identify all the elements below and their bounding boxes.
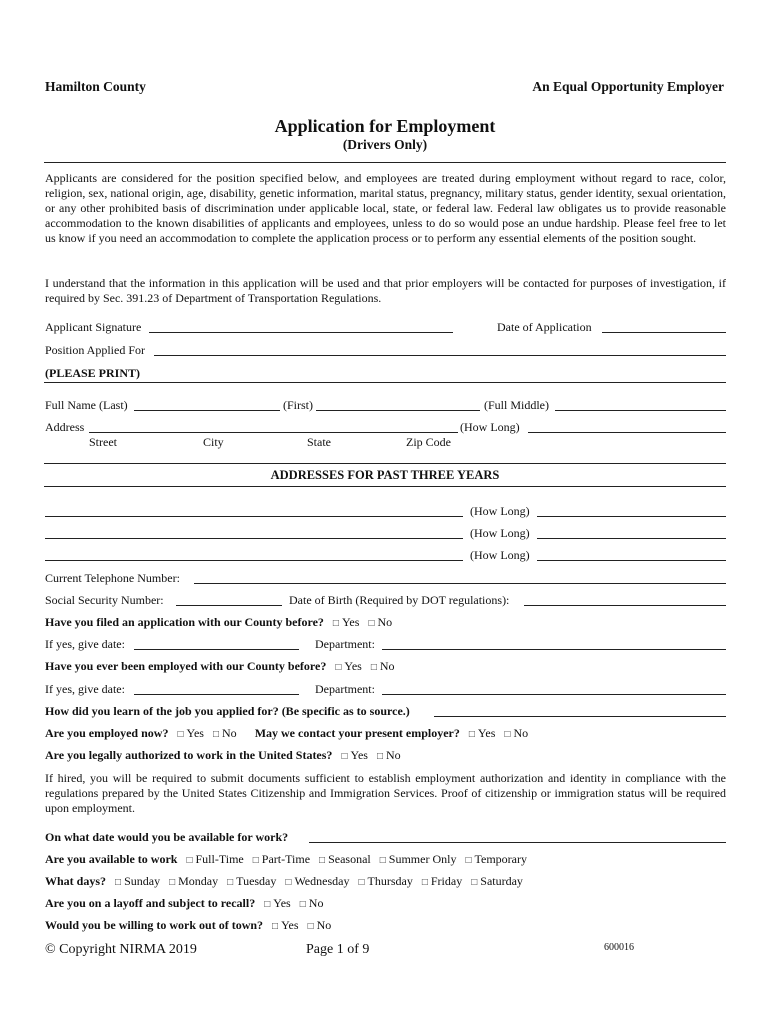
checkbox-icon[interactable]: □ [272,921,279,932]
day-thursday[interactable]: □ Thursday [358,874,413,888]
employed-before-question [45,659,395,674]
employed-now-label: Are you employed now? [45,726,169,740]
checkbox-icon[interactable]: □ [115,877,122,888]
dot-paragraph: I understand that the information in this application will be used and that prior employers will be contacted for purposes of investigation, if required by Sec. 391.23 of Department of Transportation Regulations. [45,276,726,305]
checkbox-icon[interactable]: □ [285,877,292,888]
filed-before-no: No [377,615,393,629]
day-monday[interactable]: □ Monday [169,874,219,888]
checkbox-icon[interactable]: □ [341,751,348,762]
filed-department-label: Department: [315,637,375,651]
option-summer-only[interactable]: □ Summer Only [379,852,457,866]
past-address-1-field[interactable] [45,516,463,517]
layoff-label: Are you on a layoff and subject to recall? [45,896,256,910]
checkbox-icon[interactable]: □ [368,618,375,629]
middle-name-label: (Full Middle) [484,398,549,412]
authorized-yes: Yes [350,748,368,762]
ssn-field[interactable] [176,605,282,606]
applicant-signature-field[interactable] [149,332,453,333]
checkbox-icon[interactable]: □ [421,877,428,888]
option-full-time[interactable]: □ Full-Time [186,852,244,866]
checkbox-icon[interactable]: □ [169,877,176,888]
ssn-label: Social Security Number: [45,593,164,607]
dob-label: Date of Birth (Required by DOT regulations): [289,593,510,607]
day-tuesday[interactable]: □ Tuesday [227,874,277,888]
employed-department-field[interactable] [382,694,726,695]
contact-employer-label: May we contact your present employer? [254,726,460,740]
position-applied-field[interactable] [154,355,726,356]
address-label: Address [45,420,85,434]
immigration-paragraph: If hired, you will be required to submit documents sufficient to establish employment authorization and identity in compliance with the regulations prepared by the United States Citizenship and Immigration Services. Proof of citizenship or immigration status will be required upon employment. [45,771,726,815]
learn-of-job-label: How did you learn of the job you applied for? (Be specific as to source.) [45,704,410,718]
header-divider [44,162,726,163]
authorized-label: Are you legally authorized to work in the United States? [45,748,333,762]
checkbox-icon[interactable]: □ [307,921,314,932]
past-addresses-heading: ADDRESSES FOR PAST THREE YEARS [270,468,500,482]
dob-field[interactable] [524,605,726,606]
checkbox-icon[interactable]: □ [332,618,339,629]
employed-before-no: No [379,659,395,673]
filed-date-field[interactable] [134,649,299,650]
employed-now-question [45,726,528,741]
days-label: What days? [45,874,107,888]
option-part-time[interactable]: □ Part-Time [252,852,311,866]
authorized-question [45,748,401,763]
past-address-2-field[interactable] [45,538,463,539]
first-name-label: (First) [283,398,313,412]
page-number: Page 1 of 9 [306,942,370,957]
contact-employer-no: No [513,726,529,740]
out-of-town-yes: Yes [281,918,299,932]
checkbox-icon[interactable]: □ [177,729,184,740]
telephone-field[interactable] [194,583,726,584]
city-label: City [203,435,224,449]
state-label: State [307,435,331,449]
employed-department-label: Department: [315,682,375,696]
out-of-town-no: No [316,918,332,932]
checkbox-icon[interactable]: □ [299,899,306,910]
past-address-1-how-long-field[interactable] [537,516,726,517]
copyright: © Copyright NIRMA 2019 [45,942,197,957]
option-seasonal[interactable]: □ Seasonal [319,852,371,866]
checkbox-icon[interactable]: □ [358,877,365,888]
employed-now-no: No [222,726,237,740]
past-address-3-field[interactable] [45,560,463,561]
checkbox-icon[interactable]: □ [370,662,377,673]
day-friday[interactable]: □ Friday [421,874,463,888]
street-label: Street [89,435,117,449]
employed-date-field[interactable] [134,694,299,695]
learn-of-job-field[interactable] [434,716,726,717]
past-address-2-how-long-field[interactable] [537,538,726,539]
out-of-town-label: Would you be willing to work out of town? [45,918,264,932]
employed-before-yes: Yes [344,659,362,673]
past-address-3-how-long-field[interactable] [537,560,726,561]
filed-date-label: If yes, give date: [45,637,125,651]
checkbox-icon[interactable]: □ [252,855,259,866]
address-how-long-field[interactable] [528,432,726,433]
address-how-long-label: (How Long) [460,420,520,434]
checkbox-icon[interactable]: □ [227,877,234,888]
middle-name-field[interactable] [555,410,726,411]
employed-now-yes: Yes [186,726,204,740]
layoff-yes: Yes [273,896,291,910]
day-sunday[interactable]: □ Sunday [115,874,161,888]
available-date-label: On what date would you be available for work? [45,830,289,844]
county-name: Hamilton County [45,79,146,94]
past-address-2-how-long-label: (How Long) [470,526,530,540]
checkbox-icon[interactable]: □ [468,729,475,740]
availability-question [45,852,527,867]
last-name-label: Full Name (Last) [45,398,128,412]
past-address-1-how-long-label: (How Long) [470,504,530,518]
out-of-town-question [45,918,331,933]
print-divider [44,382,726,383]
position-applied-label: Position Applied For [45,343,146,357]
addresses-top-divider [44,463,726,464]
employer-statement: An Equal Opportunity Employer [532,79,724,94]
layoff-question [45,896,323,911]
employed-date-label: If yes, give date: [45,682,125,696]
addresses-bottom-divider [44,486,726,487]
past-address-3-how-long-label: (How Long) [470,548,530,562]
filed-department-field[interactable] [382,649,726,650]
day-saturday[interactable]: □ Saturday [471,874,523,888]
checkbox-icon[interactable]: □ [504,729,511,740]
option-temporary[interactable]: □ Temporary [465,852,527,866]
checkbox-icon[interactable]: □ [212,729,220,740]
employed-before-label: Have you ever been employed with our County before? [45,659,327,673]
checkbox-icon[interactable]: □ [379,855,386,866]
zip-code-label: Zip Code [406,435,451,449]
filed-before-label: Have you filed an application with our County before? [45,615,324,629]
please-print-label: (PLEASE PRINT) [45,366,141,380]
page-title: Application for Employment [274,116,496,136]
checkbox-icon[interactable]: □ [319,855,326,866]
filed-before-yes: Yes [341,615,360,629]
contact-employer-yes: Yes [477,726,496,740]
availability-label: Are you available to work [45,852,178,866]
telephone-label: Current Telephone Number: [45,571,180,585]
first-name-field[interactable] [316,410,480,411]
date-of-application-label: Date of Application [497,320,592,334]
checkbox-icon[interactable]: □ [465,855,472,866]
checkbox-icon[interactable]: □ [264,899,271,910]
applicant-signature-label: Applicant Signature [45,320,142,334]
address-field[interactable] [89,432,458,433]
checkbox-icon[interactable]: □ [186,855,193,866]
date-of-application-field[interactable] [602,332,726,333]
authorized-no: No [386,748,401,762]
available-date-field[interactable] [309,842,726,843]
checkbox-icon[interactable]: □ [376,751,383,762]
eeo-paragraph: Applicants are considered for the position specified below, and employees are treated during employment without regard to race, color, religion, sex, national origin, age, disability, genetic information, marital status, pregnancy, military status, gender identity, sexual orientation, or any other prohibited basis of discrimination under applicable local, state, or federal law. Federal law obligates us to provide reasonable accommodation to the known disabilities of applicants and employees, unless to do so would pose an undue hardship. Please feel free to let us know if you need an accommodation to complete the application process or to perform any essential elements of the position sought. [45,171,726,245]
layoff-no: No [308,896,324,910]
day-wednesday[interactable]: □ Wednesday [285,874,350,888]
checkbox-icon[interactable]: □ [471,877,478,888]
days-question [45,874,523,889]
filed-before-question [45,615,392,630]
checkbox-icon[interactable]: □ [335,662,342,673]
page-subtitle: (Drivers Only) [342,137,428,152]
form-number: 600016 [604,942,634,953]
last-name-field[interactable] [134,410,280,411]
